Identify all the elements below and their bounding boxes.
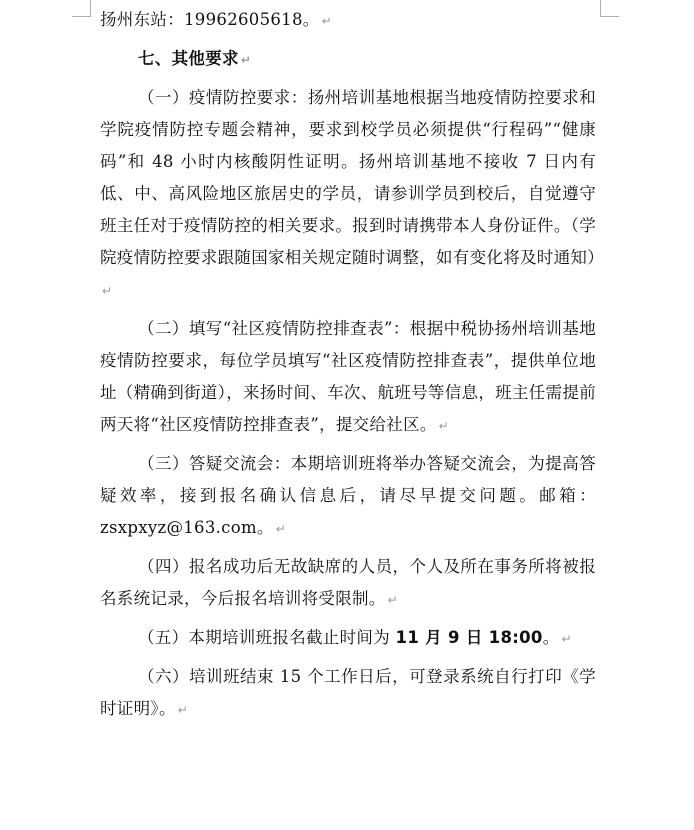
paragraph-4 (100, 551, 596, 616)
paragraph-6 (100, 661, 596, 726)
paragraph-3-text: （三）答疑交流会：本期培训班将举办答疑交流会，为提高答疑效率，接到报名确认信息后，请尽早提交问题。邮箱：zsxpxyz@163.com。 (100, 454, 596, 537)
section-title-text: 七、其他要求 (138, 49, 239, 68)
paragraph-mark-icon: ↵ (387, 593, 398, 607)
paragraph-6-text: （六）培训班结束 15 个工作日后，可登录系统自行打印《学时证明》。 (100, 667, 596, 718)
paragraph-mark-icon: ↵ (275, 522, 287, 536)
section-title (100, 43, 596, 76)
contact-line (100, 4, 596, 37)
deadline-text: 11 月 9 日 18:00 (395, 628, 543, 647)
paragraph-5 (100, 622, 596, 655)
paragraph-5-end: 。 (542, 628, 560, 647)
paragraph-1-text: （一）疫情防控要求：扬州培训基地根据当地疫情防控要求和学院疫情防控专题会精神，要求到校学员必须提供“行程码”“健康码”和 48 小时内核酸阴性证明。扬州培训基地不接收 7 日内有低、中、高风险地区旅居史的学员，请参训学员到校后，自觉遵守班主任对于疫情防控的相关要求。报到时请携带本人身份证件。（学院疫情防控要求跟随国家相关规定随时调整，如有变化将及时通知） (100, 88, 604, 267)
paragraph-mark-icon: ↵ (102, 284, 113, 298)
paragraph-2-text: （二）填写“社区疫情防控排查表”：根据中税协扬州培训基地疫情防控要求，每位学员填写“社区疫情防控排查表”，提供单位地址（精确到街道），来扬时间、车次、航班号等信息，班主任需提前两天将“社区疫情防控排查表”，提交给社区。 (100, 319, 596, 434)
document-body (100, 4, 604, 732)
paragraph-3 (100, 448, 596, 545)
paragraph-4-text: （四）报名成功后无故缺席的人员，个人及所在事务所将被报名系统记录，今后报名培训将受限制。 (100, 557, 596, 608)
paragraph-mark-icon: ↵ (240, 53, 252, 67)
paragraph-mark-icon: ↵ (438, 419, 450, 433)
paragraph-mark-icon: ↵ (321, 14, 332, 28)
paragraph-1 (100, 82, 604, 307)
paragraph-mark-icon: ↵ (177, 703, 189, 717)
paragraph-5-text: （五）本期培训班报名截止时间为 (138, 628, 396, 647)
paragraph-2 (100, 313, 596, 442)
contact-text: 扬州东站：19962605618。 (100, 10, 320, 29)
paragraph-mark-icon: ↵ (561, 632, 572, 646)
page-corner-mark-left (72, 0, 91, 17)
page-corner-mark-right (600, 0, 619, 17)
